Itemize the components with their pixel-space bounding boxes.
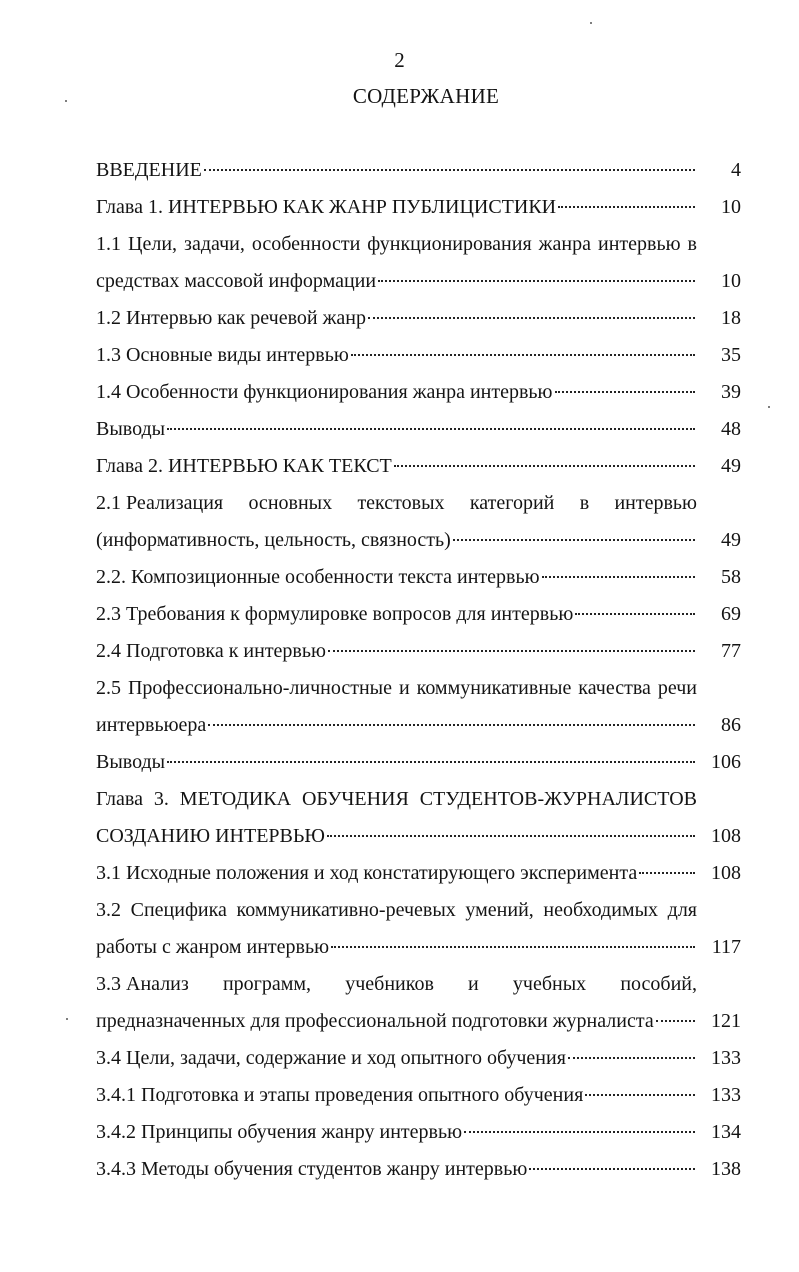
dot-leader — [394, 465, 695, 467]
toc-entry-2-2 — [96, 559, 741, 596]
toc-entry-3-3-line-1 — [96, 966, 741, 1003]
toc-entry-3-4-1 — [96, 1077, 741, 1114]
toc-entry-title: (информативность, цельность, связность) — [96, 529, 451, 551]
toc-entry-conclusions-1 — [96, 411, 741, 448]
toc-entry-chapter-3-line-1: Глава 3. МЕТОДИКА ОБУЧЕНИЯ СТУДЕНТОВ-ЖУРНАЛИСТОВ — [96, 788, 697, 810]
toc-word: 2.1 Реализация — [96, 492, 224, 514]
toc-word: основных — [248, 492, 333, 514]
toc-entry-title: интервьюера — [96, 714, 207, 736]
toc-word: учебных — [512, 973, 587, 995]
toc-entry-page: 35 — [721, 344, 741, 366]
toc-entry-title: 3.4.1 Подготовка и этапы проведения опытного обучения — [96, 1084, 584, 1106]
toc-word: программ, — [222, 973, 312, 995]
toc-entry-page: 49 — [721, 455, 741, 477]
toc-entry-chapter-3 — [96, 818, 741, 855]
scan-speck — [65, 100, 67, 102]
toc-entry-3-2-line-1: 3.2 Специфика коммуникативно-речевых умений, необходимых для — [96, 899, 697, 921]
dot-leader — [555, 391, 696, 393]
toc-entry-page: 18 — [721, 307, 741, 329]
dot-leader — [327, 835, 695, 837]
toc-entry-3-4-3 — [96, 1151, 741, 1188]
toc-entry-1-1 — [96, 263, 741, 300]
toc-entry-2-5-line-1: 2.5 Профессионально-личностные и коммуникативные качества речи — [96, 677, 697, 699]
toc-entry-title: Глава 1. ИНТЕРВЬЮ КАК ЖАНР ПУБЛИЦИСТИКИ — [96, 196, 557, 218]
toc-entry-introduction — [96, 152, 741, 189]
page-number: 2 — [394, 48, 405, 72]
dot-leader — [585, 1094, 695, 1096]
toc-entry-page: 121 — [711, 1010, 741, 1032]
toc-entry-title: Глава 2. ИНТЕРВЬЮ КАК ТЕКСТ — [96, 455, 392, 477]
scan-speck — [66, 1018, 68, 1020]
toc-entry-title: 1.3 Основные виды интервью — [96, 344, 349, 366]
toc-entry-page: 4 — [731, 159, 741, 181]
toc-entry-page: 48 — [721, 418, 741, 440]
toc-entry-1-1-line-1: 1.1 Цели, задачи, особенности функционирования жанра интервью в — [96, 233, 697, 255]
toc-entry-title: работы с жанром интервью — [96, 936, 330, 958]
toc-entry-conclusions-2 — [96, 744, 741, 781]
toc-entry-3-1 — [96, 855, 741, 892]
toc-entry-chapter-2 — [96, 448, 741, 485]
toc-entry-title: СОЗДАНИЮ ИНТЕРВЬЮ — [96, 825, 325, 847]
toc-entry-2-3 — [96, 596, 741, 633]
dot-leader — [639, 872, 695, 874]
toc-entry-2-1 — [96, 522, 741, 559]
toc-word: текстовых — [357, 492, 445, 514]
toc-entry-page: 117 — [711, 936, 741, 958]
toc-word: категорий — [469, 492, 555, 514]
toc-entry-page: 77 — [721, 640, 741, 662]
toc-word: учебников — [345, 973, 434, 995]
dot-leader — [167, 761, 695, 763]
toc-entry-page: 108 — [711, 862, 741, 884]
toc-entry-title: 3.4.3 Методы обучения студентов жанру интервью — [96, 1158, 528, 1180]
dot-leader — [453, 539, 695, 541]
toc-entry-title: Выводы — [96, 418, 166, 440]
toc-word: и — [468, 973, 479, 995]
dot-leader — [328, 650, 695, 652]
toc-entry-1-4 — [96, 374, 741, 411]
toc-entry-page: 69 — [721, 603, 741, 625]
toc-entry-3-2 — [96, 929, 741, 966]
dot-leader — [351, 354, 695, 356]
toc-entry-title: 2.3 Требования к формулировке вопросов для интервью — [96, 603, 574, 625]
toc-entry-title: 2.2. Композиционные особенности текста интервью — [96, 566, 540, 588]
toc-entry-page: 10 — [721, 196, 741, 218]
toc-entry-chapter-1 — [96, 189, 741, 226]
toc-entry-page: 108 — [711, 825, 741, 847]
dot-leader — [529, 1168, 695, 1170]
dot-leader — [331, 946, 695, 948]
toc-entry-2-5 — [96, 707, 741, 744]
toc-entry-3-4 — [96, 1040, 741, 1077]
toc-entry-page: 138 — [711, 1158, 741, 1180]
toc-entry-2-1-line-1 — [96, 485, 741, 522]
page-title: СОДЕРЖАНИЕ — [352, 84, 500, 108]
toc-word: в — [579, 492, 590, 514]
toc-entry-page: 58 — [721, 566, 741, 588]
dot-leader — [368, 317, 695, 319]
toc-entry-1-3 — [96, 337, 741, 374]
toc-word: 3.3 Анализ — [96, 973, 189, 995]
toc-entry-title: средствах массовой информации — [96, 270, 377, 292]
scan-speck — [768, 406, 770, 408]
scan-speck — [590, 22, 592, 24]
toc-entry-title: ВВЕДЕНИЕ — [96, 159, 202, 181]
toc-entry-title: предназначенных для профессиональной подготовки журналиста — [96, 1010, 654, 1032]
toc-entry-title: 3.1 Исходные положения и ход констатирующего эксперимента — [96, 862, 638, 884]
toc-entry-1-2 — [96, 300, 741, 337]
toc-entry-title: 3.4 Цели, задачи, содержание и ход опытного обучения — [96, 1047, 566, 1069]
toc-entry-page: 133 — [711, 1084, 741, 1106]
toc-word: интервью — [614, 492, 697, 514]
dot-leader — [558, 206, 695, 208]
dot-leader — [378, 280, 695, 282]
dot-leader — [568, 1057, 695, 1059]
toc-entry-3-3 — [96, 1003, 741, 1040]
dot-leader — [575, 613, 695, 615]
dot-leader — [464, 1131, 695, 1133]
toc-entry-page: 133 — [711, 1047, 741, 1069]
dot-leader — [167, 428, 695, 430]
dot-leader — [204, 169, 695, 171]
toc-entry-title: 1.2 Интервью как речевой жанр — [96, 307, 366, 329]
toc-entry-title: 1.4 Особенности функционирования жанра интервью — [96, 381, 553, 403]
toc-entry-page: 134 — [711, 1121, 741, 1143]
dot-leader — [208, 724, 695, 726]
toc-entry-page: 49 — [721, 529, 741, 551]
toc-entry-page: 10 — [721, 270, 741, 292]
toc-entry-title: 2.4 Подготовка к интервью — [96, 640, 326, 662]
toc-entry-page: 106 — [711, 751, 741, 773]
toc-entry-title: 3.4.2 Принципы обучения жанру интервью — [96, 1121, 463, 1143]
toc-entry-page: 86 — [721, 714, 741, 736]
toc-entry-page: 39 — [721, 381, 741, 403]
dot-leader — [542, 576, 695, 578]
toc-word: пособий, — [620, 973, 697, 995]
toc-entry-title: Выводы — [96, 751, 166, 773]
toc-entry-2-4 — [96, 633, 741, 670]
table-of-contents — [96, 152, 741, 1188]
toc-entry-3-4-2 — [96, 1114, 741, 1151]
dot-leader — [656, 1020, 695, 1022]
